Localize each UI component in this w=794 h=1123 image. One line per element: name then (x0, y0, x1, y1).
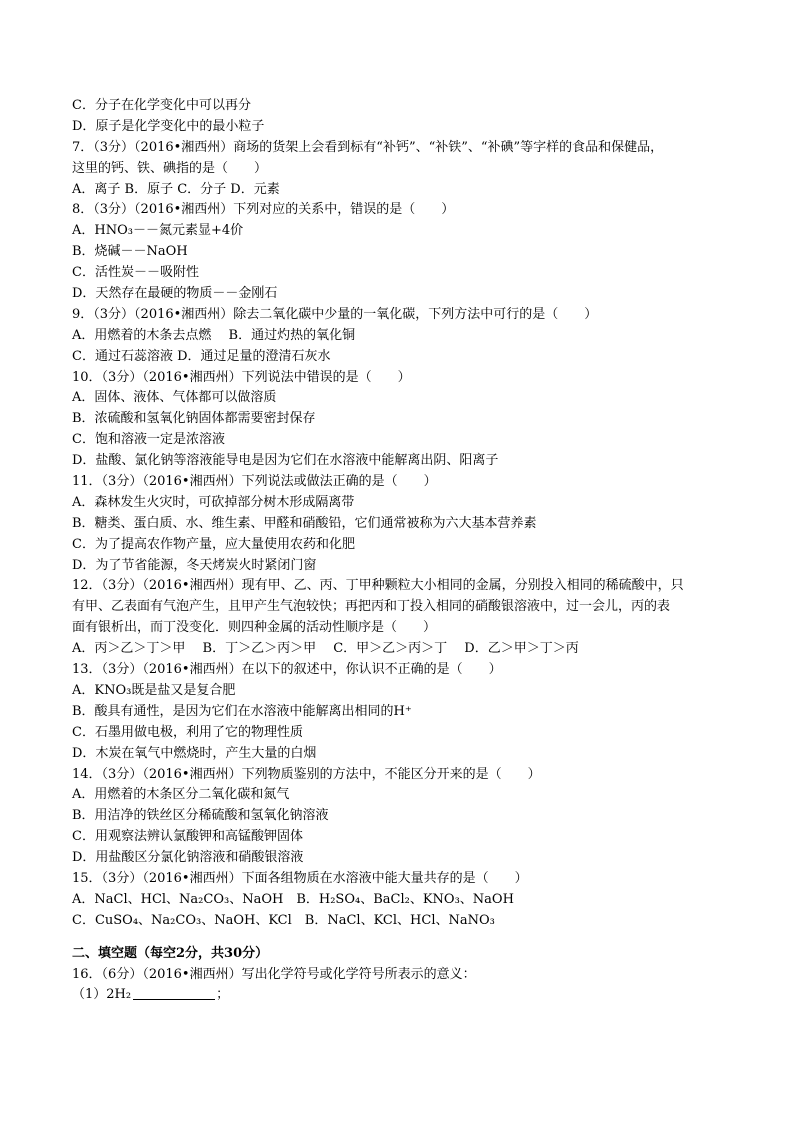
question-lines (72, 96, 732, 932)
text-line: 12．（3分）（2016•湘西州）现有甲、乙、丙、丁甲种颗粒大小相同的金属，分别投入相同的稀硫酸中，只 (72, 578, 684, 594)
text-line: C．活性炭－－吸附性 (72, 265, 199, 281)
text-line: 有甲、乙表面有气泡产生，且甲产生气泡较快；再把丙和丁投入相同的硝酸银溶液中，过一会儿，丙的表 (72, 599, 671, 615)
text-line: D．为了节省能源，冬天烤炭火时紧闭门窗 (72, 557, 317, 573)
text-line: A．森林发生火灾时，可砍掉部分树木形成隔离带 (72, 494, 355, 510)
text-line: A．HNO₃－－氮元素显+4价 (72, 223, 244, 239)
q16-1-prefix: （1）2H₂ (72, 987, 132, 1003)
text-line: A．固体、液体、气体都可以做溶质 (72, 390, 277, 406)
text-line: 15．（3分）（2016•湘西州）下面各组物质在水溶液中能大量共存的是（ ） (72, 870, 528, 886)
text-line: C．分子在化学变化中可以再分 (72, 98, 251, 113)
text-line: 10．（3分）（2016•湘西州）下列说法中错误的是（ ） (72, 369, 411, 385)
text-line: 面有银析出，而丁没变化．则四种金属的活动性顺序是（ ） (72, 620, 437, 636)
text-line: C．CuSO₄、Na₂CO₃、NaOH、KCl B．NaCl、KCl、HCl、NaNO₃ (72, 912, 495, 928)
q16-1-suffix: ； (216, 987, 230, 1003)
text-line: B．酸具有通性，是因为它们在水溶液中能解离出相同的H⁺ (72, 703, 412, 719)
text-line: 14．（3分）（2016•湘西州）下列物质鉴别的方法中，不能区分开来的是（ ） (72, 766, 541, 782)
text-line: 7．（3分）（2016•湘西州）商场的货架上会看到标有“补钙”、“补铁”、“补碘”等字样的食品和保健品， (72, 139, 664, 155)
text-line: D．木炭在氧气中燃烧时，产生大量的白烟 (72, 745, 317, 761)
document-page (72, 96, 732, 1006)
text-line: A．用燃着的木条去点燃 B．通过灼热的氧化铜 (72, 327, 356, 343)
text-line: A．丙＞乙＞丁＞甲 B．丁＞乙＞丙＞甲 C．甲＞乙＞丙＞丁 D．乙＞甲＞丁＞丙 (72, 641, 579, 657)
text-line: A．KNO₃既是盐又是复合肥 (72, 682, 236, 698)
question-16-part-1 (72, 985, 732, 1006)
text-line: 11．（3分）（2016•湘西州）下列说法或做法正确的是（ ） (72, 474, 437, 490)
section-heading: 二、填空题（每空2分，共30分） (72, 945, 269, 961)
text-line: A．NaCl、HCl、Na₂CO₃、NaOH B．H₂SO₄、BaCl₂、KNO₃、NaOH (72, 891, 514, 907)
text-line: D．盐酸、氯化钠等溶液能导电是因为它们在水溶液中能解离出阴、阳离子 (72, 453, 499, 469)
text-line: B．浓硫酸和氢氧化钠固体都需要密封保存 (72, 411, 316, 427)
text-line: C．为了提高农作物产量，应大量使用农药和化肥 (72, 536, 355, 552)
text-line: D．用盐酸区分氯化钠溶液和硝酸银溶液 (72, 850, 304, 866)
text-line: C．饱和溶液一定是浓溶液 (72, 432, 225, 448)
text-line: B．烧碱－－NaOH (72, 244, 188, 260)
answer-blank (133, 986, 215, 1000)
text-line: D．天然存在最硬的物质－－金刚石 (72, 286, 278, 302)
text-line: B．糖类、蛋白质、水、维生素、甲醛和硝酸铅，它们通常被称为六大基本营养素 (72, 515, 537, 531)
text-line: C．石墨用做电极，利用了它的物理性质 (72, 724, 303, 740)
text-line: A．离子 B．原子 C．分子 D．元素 (72, 181, 280, 197)
text-line: D．原子是化学变化中的最小粒子 (72, 118, 265, 134)
text-line: C．通过石蕊溶液 D．通过足量的澄清石灰水 (72, 348, 331, 364)
text-line: 13．（3分）（2016•湘西州）在以下的叙述中，你认识不正确的是（ ） (72, 662, 502, 678)
text-line: B．用洁净的铁丝区分稀硫酸和氢氧化钠溶液 (72, 808, 329, 824)
text-line: 9．（3分）（2016•湘西州）除去二氧化碳中少量的一氧化碳，下列方法中可行的是（ ） (72, 306, 598, 322)
text-line: C．用观察法辨认氯酸钾和高锰酸钾固体 (72, 829, 303, 845)
text-line: 8．（3分）（2016•湘西州）下列对应的关系中，错误的是（ ） (72, 202, 455, 218)
question-16: 16．（6分）（2016•湘西州）写出化学符号或化学符号所表示的意义： (72, 966, 476, 982)
text-line: 这里的钙、铁、碘指的是（ ） (72, 160, 268, 176)
text-line: A．用燃着的木条区分二氧化碳和氮气 (72, 787, 290, 803)
